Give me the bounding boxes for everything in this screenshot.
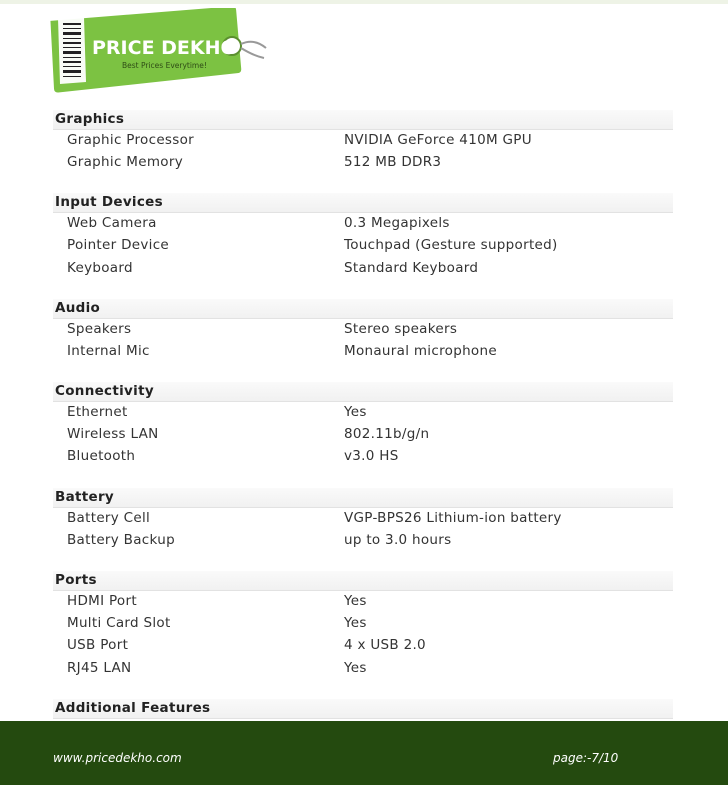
spec-row bbox=[53, 151, 673, 173]
spec-section bbox=[53, 382, 673, 468]
spec-section bbox=[53, 571, 673, 679]
spec-content bbox=[53, 110, 673, 739]
price-dekho-logo bbox=[44, 8, 270, 94]
spec-row bbox=[53, 340, 673, 362]
footer-bar bbox=[0, 721, 728, 785]
spec-label: Bluetooth bbox=[67, 448, 136, 465]
spec-row bbox=[53, 402, 673, 423]
section-title: Audio bbox=[53, 299, 673, 319]
spec-label: Keyboard bbox=[67, 259, 133, 276]
spec-label: Graphic Processor bbox=[67, 132, 194, 148]
spec-value: Yes bbox=[344, 593, 367, 610]
spec-row bbox=[53, 445, 673, 467]
spec-row bbox=[53, 529, 673, 551]
section-title: Ports bbox=[53, 571, 673, 591]
spec-row bbox=[53, 508, 673, 529]
spec-row bbox=[53, 257, 673, 279]
top-border bbox=[0, 0, 728, 4]
spec-value: Touchpad (Gesture supported) bbox=[344, 237, 558, 254]
spec-label: HDMI Port bbox=[67, 593, 137, 610]
section-title: Graphics bbox=[53, 110, 673, 130]
logo-tagline: Best Prices Everytime! bbox=[122, 61, 207, 70]
spec-row bbox=[53, 213, 673, 234]
logo-brand: PRICE DEKHO bbox=[92, 37, 237, 59]
spec-label: Battery Cell bbox=[67, 509, 151, 526]
spec-row bbox=[53, 423, 673, 445]
spec-label: Speakers bbox=[67, 320, 132, 337]
section-title: Additional Features bbox=[53, 699, 673, 719]
footer-url[interactable]: www.pricedekho.com bbox=[53, 751, 182, 765]
spec-value: Yes bbox=[344, 659, 367, 676]
spec-label: Graphic Memory bbox=[67, 154, 183, 170]
spec-value: Yes bbox=[344, 615, 367, 632]
spec-section bbox=[53, 299, 673, 362]
spec-section bbox=[53, 110, 673, 173]
spec-label: Web Camera bbox=[67, 215, 157, 232]
spec-label: Multi Card Slot bbox=[67, 615, 171, 632]
spec-value: VGP-BPS26 Lithium-ion battery bbox=[344, 509, 562, 526]
spec-value: Standard Keyboard bbox=[344, 259, 479, 276]
spec-label: Wireless LAN bbox=[67, 426, 159, 443]
spec-row bbox=[53, 657, 673, 679]
spec-value: NVIDIA GeForce 410M GPU bbox=[344, 132, 532, 148]
spec-row bbox=[53, 234, 673, 256]
section-title: Battery bbox=[53, 488, 673, 508]
spec-label: Internal Mic bbox=[67, 342, 150, 359]
spec-section bbox=[53, 699, 673, 719]
spec-label: Battery Backup bbox=[67, 531, 175, 548]
spec-label: Ethernet bbox=[67, 404, 128, 421]
spec-row bbox=[53, 130, 673, 151]
spec-label: USB Port bbox=[67, 637, 129, 654]
spec-value: Yes bbox=[344, 404, 367, 421]
page-number: page:-7/10 bbox=[553, 751, 619, 765]
spec-section bbox=[53, 193, 673, 279]
spec-value: Monaural microphone bbox=[344, 342, 497, 359]
spec-value: 4 x USB 2.0 bbox=[344, 637, 426, 654]
spec-row bbox=[53, 319, 673, 340]
spec-row bbox=[53, 591, 673, 612]
spec-value: 0.3 Megapixels bbox=[344, 215, 450, 232]
spec-row bbox=[53, 634, 673, 656]
spec-label: Pointer Device bbox=[67, 237, 170, 254]
spec-value: Stereo speakers bbox=[344, 320, 458, 337]
spec-value: up to 3.0 hours bbox=[344, 531, 452, 548]
section-title: Input Devices bbox=[53, 193, 673, 213]
spec-section bbox=[53, 488, 673, 551]
spec-value: v3.0 HS bbox=[344, 448, 399, 465]
section-title: Connectivity bbox=[53, 382, 673, 402]
spec-row bbox=[53, 612, 673, 634]
spec-value: 802.11b/g/n bbox=[344, 426, 430, 443]
spec-value: 512 MB DDR3 bbox=[344, 154, 442, 170]
spec-label: RJ45 LAN bbox=[67, 659, 132, 676]
